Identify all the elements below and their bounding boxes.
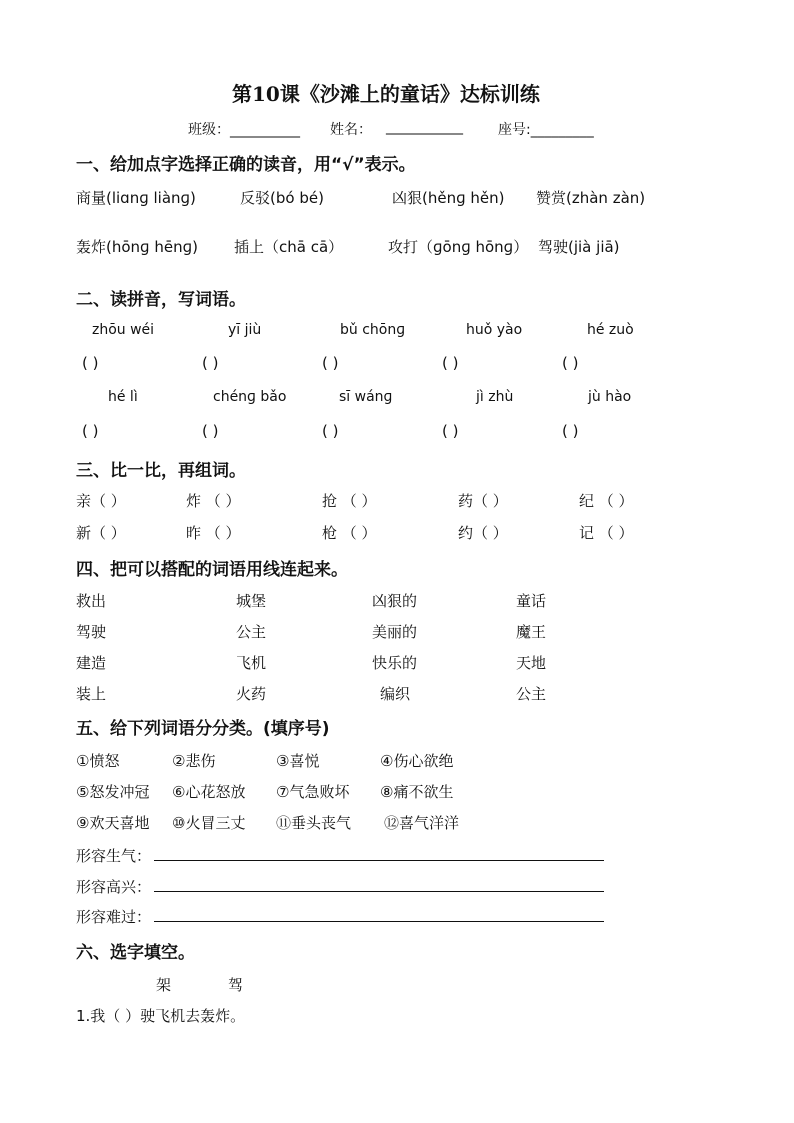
- s1-item: 攻打（ɡōnɡ hōnɡ）: [388, 238, 529, 256]
- word-item: ⑨欢天喜地: [76, 814, 150, 832]
- answer-box[interactable]: ( ): [82, 422, 99, 440]
- section-5-heading: 五、给下列词语分分类。(填序号): [76, 719, 330, 739]
- section-1-heading: 一、给加点字选择正确的读音，用“√”表示。: [76, 155, 416, 175]
- answer-box[interactable]: ( ): [442, 354, 459, 372]
- pinyin: zhōu wéi: [92, 322, 155, 338]
- s1-item: 轰炸(hōnɡ hēnɡ): [76, 238, 198, 256]
- compare-item[interactable]: 亲（ ）: [76, 492, 126, 510]
- compare-item[interactable]: 新（ ）: [76, 524, 126, 542]
- match-word[interactable]: 魔王: [516, 623, 547, 641]
- s1-item: 插上（chā cā）: [234, 238, 344, 256]
- match-word[interactable]: 公主: [236, 623, 267, 641]
- word-item: ⑤怒发冲冠: [76, 783, 150, 801]
- section-6-heading: 六、选字填空。: [76, 943, 195, 963]
- compare-item[interactable]: 枪 （ ）: [322, 524, 377, 542]
- answer-line-angry[interactable]: [154, 860, 604, 861]
- class-field[interactable]: 班级：__________: [188, 122, 300, 138]
- pinyin: huǒ yào: [466, 322, 523, 338]
- seat-field[interactable]: 座号:_________: [498, 122, 594, 138]
- answer-box[interactable]: ( ): [202, 422, 219, 440]
- compare-item[interactable]: 昨 （ ）: [186, 524, 241, 542]
- answer-box[interactable]: ( ): [442, 422, 459, 440]
- compare-item[interactable]: 抢 （ ）: [322, 492, 377, 510]
- s1-item: 凶狠(hěnɡ hěn): [392, 189, 505, 207]
- match-word[interactable]: 救出: [76, 592, 107, 610]
- answer-box[interactable]: ( ): [562, 422, 579, 440]
- pinyin: jì zhù: [476, 389, 514, 405]
- answer-box[interactable]: ( ): [322, 354, 339, 372]
- word-item: ⑧痛不欲生: [380, 783, 454, 801]
- match-word[interactable]: 编织: [380, 685, 411, 703]
- word-item: ⑦气急败坏: [276, 783, 350, 801]
- compare-item[interactable]: 药（ ）: [458, 492, 508, 510]
- answer-box[interactable]: ( ): [202, 354, 219, 372]
- answer-box[interactable]: ( ): [322, 422, 339, 440]
- section-2-heading: 二、读拼音，写词语。: [76, 290, 246, 310]
- pinyin: hé lì: [108, 389, 138, 405]
- match-word[interactable]: 快乐的: [372, 654, 418, 672]
- page-title: 第10课《沙滩上的童话》达标训练: [232, 82, 540, 106]
- match-word[interactable]: 美丽的: [372, 623, 418, 641]
- word-item: ⑫喜气洋洋: [384, 814, 460, 832]
- match-word[interactable]: 驾驶: [76, 623, 107, 641]
- answer-box[interactable]: ( ): [562, 354, 579, 372]
- match-word[interactable]: 公主: [516, 685, 547, 703]
- word-item: ①愤怒: [76, 752, 120, 770]
- pinyin: sī wánɡ: [339, 389, 393, 405]
- s1-item: 驾驶(jià jiā): [538, 238, 620, 256]
- answer-box[interactable]: ( ): [82, 354, 99, 372]
- category-label-sad: 形容难过：: [76, 908, 152, 926]
- compare-item[interactable]: 记 （ ）: [579, 524, 634, 542]
- match-word[interactable]: 天地: [516, 654, 547, 672]
- word-item: ⑩火冒三丈: [172, 814, 246, 832]
- match-word[interactable]: 童话: [516, 592, 547, 610]
- category-label-happy: 形容高兴：: [76, 878, 152, 896]
- answer-line-happy[interactable]: [154, 891, 604, 892]
- s1-item: 反驳(bó bé): [240, 189, 324, 207]
- word-item: ③喜悦: [276, 752, 320, 770]
- pinyin: bǔ chōnɡ: [340, 322, 406, 338]
- match-word[interactable]: 火药: [236, 685, 267, 703]
- section-4-heading: 四、把可以搭配的词语用线连起来。: [76, 560, 348, 580]
- name-field[interactable]: ___________: [386, 119, 463, 135]
- choice-char: 驾: [228, 976, 244, 994]
- choice-char: 架: [156, 976, 172, 994]
- pinyin: chénɡ bǎo: [213, 389, 287, 405]
- compare-item[interactable]: 约（ ）: [458, 524, 508, 542]
- s1-item: 商量(liɑnɡ liànɡ): [76, 189, 196, 207]
- match-word[interactable]: 建造: [76, 654, 107, 672]
- compare-item[interactable]: 纪 （ ）: [579, 492, 634, 510]
- match-word[interactable]: 飞机: [236, 654, 267, 672]
- match-word[interactable]: 凶狠的: [372, 592, 418, 610]
- word-item: ④伤心欲绝: [380, 752, 454, 770]
- word-item: ⑥心花怒放: [172, 783, 246, 801]
- match-word[interactable]: 装上: [76, 685, 107, 703]
- word-item: ②悲伤: [172, 752, 216, 770]
- section-3-heading: 三、比一比，再组词。: [76, 461, 246, 481]
- word-item: ⑪垂头丧气: [276, 814, 352, 832]
- fill-question-1[interactable]: 1.我（ ）驶飞机去轰炸。: [76, 1007, 246, 1025]
- category-label-angry: 形容生气：: [76, 847, 152, 865]
- answer-line-sad[interactable]: [154, 921, 604, 922]
- match-word[interactable]: 城堡: [236, 592, 267, 610]
- name-label: 姓名：: [330, 122, 372, 138]
- compare-item[interactable]: 炸 （ ）: [186, 492, 241, 510]
- s1-item: 赞赏(zhàn zàn): [536, 189, 646, 207]
- pinyin: yī jiù: [228, 322, 262, 338]
- pinyin: jù hào: [588, 389, 632, 405]
- pinyin: hé zuò: [587, 322, 634, 338]
